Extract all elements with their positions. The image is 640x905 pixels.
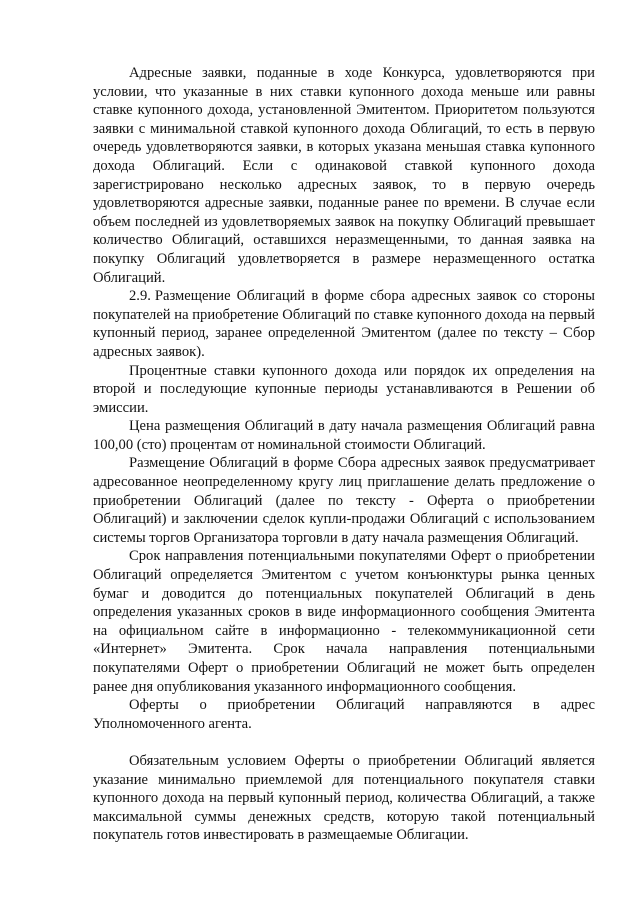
blank-line: [93, 733, 595, 752]
paragraph-4: Цена размещения Облигаций в дату начала размещения Облигаций равна 100,00 (сто) процентам от номинальной стоимости Облигаций.: [93, 418, 595, 453]
paragraph-7: Оферты о приобретении Облигаций направляются в адрес Уполномоченного агента.: [93, 697, 595, 732]
paragraph-6: Срок направления потенциальными покупателями Оферт о приобретении Облигаций определяется Эмитентом с учетом конъюнктуры рынка ценных бумаг и доводится до потенциальных покупателей Облигаций в день определения указанных сроков в виде информационного сообщения Эмитента на официальном сайте в информационно - телекоммуникационной сети «Интернет» Эмитента. Срок начала направления потенциальными покупателями Оферт о приобретении Облигаций не может быть определен ранее дня опубликования указанного информационного сообщения.: [93, 548, 595, 695]
paragraph-8: Обязательным условием Оферты о приобретении Облигаций является указание минимально приемлемой для потенциального покупателя ставки купонного дохода на первый купонный период, количества Облигаций, а также максимальной суммы денежных средств, которую такой потенциальный покупатель готов инвестировать в размещаемые Облигации.: [93, 752, 595, 844]
paragraph-text: Размещение Облигаций в форме сбора адресных заявок со стороны покупателей на приобретение Облигаций по ставке купонного дохода на первый купонный период, заранее определенной Эмитентом (далее по тексту – Сбор адресных заявок).: [93, 288, 595, 360]
paragraph-3: Процентные ставки купонного дохода или порядок их определения на второй и последующие купонные периоды устанавливаются в Решении об эмиссии.: [93, 362, 595, 416]
paragraph-1: Адресные заявки, поданные в ходе Конкурса, удовлетворяются при условии, что указанные в них ставки купонного дохода меньше или равны ставке купонного дохода, установленной Эмитентом. Приоритетом пользуются заявки с минимальной ставкой купонного дохода Облигаций, то есть в первую очередь удовлетворяются заявки, в которых указана меньшая ставка купонного дохода Облигаций. Если с одинаковой ставкой купонного дохода зарегистрировано несколько адресных заявок, то в первую очередь удовлетворяются адресные заявки, поданные ранее по времени. В случае если объем последней из удовлетворяемых заявок на покупку Облигаций превышает количество Облигаций, оставшихся неразмещенными, то данная заявка на покупку Облигаций удовлетворяется в размере неразмещенного остатка Облигаций.: [93, 65, 595, 286]
section-number: 2.9.: [129, 288, 151, 305]
paragraph-2-9: [93, 287, 595, 361]
document-page: [93, 64, 595, 845]
paragraph-5: Размещение Облигаций в форме Сбора адресных заявок предусматривает адресованное неопределенному кругу лиц приглашение делать предложение о приобретении Облигаций (далее по тексту - Оферта о приобретении Облигаций) и заключении сделок купли-продажи Облигаций с использованием системы торгов Организатора торговли в дату начала размещения Облигаций.: [93, 455, 595, 546]
